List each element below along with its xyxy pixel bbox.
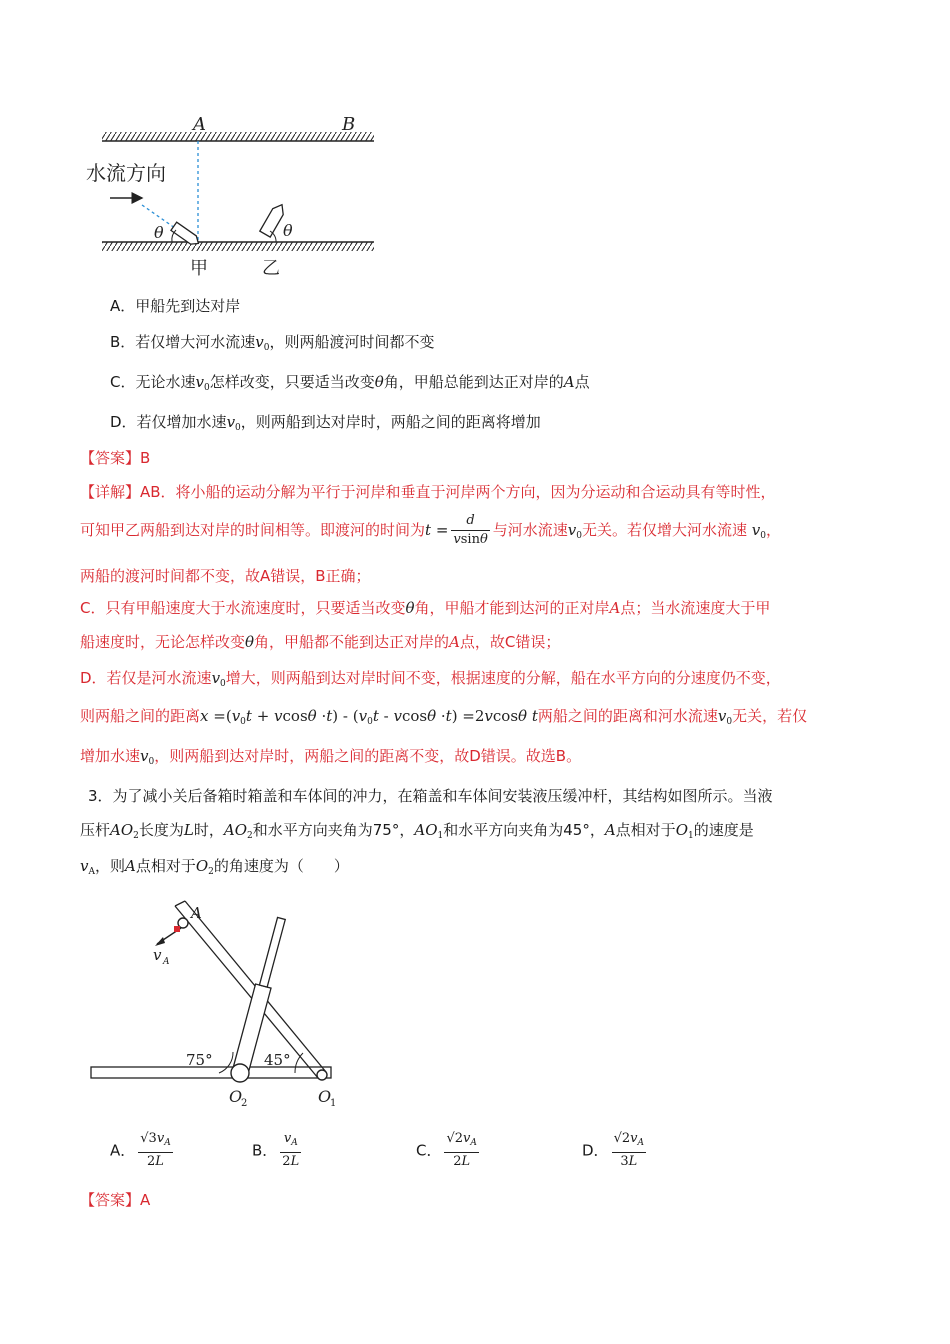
detail-line-4: C．只有甲船速度大于水流速度时，只要适当改变θ角，甲船才能到达河的正对岸A点；当水流速度大于甲	[80, 599, 771, 617]
option-a: A．甲船先到达对岸	[110, 297, 241, 315]
joint-O2	[231, 1064, 249, 1082]
bottom-bank	[102, 242, 374, 251]
label-B: B	[342, 114, 356, 135]
theta-right: θ	[283, 221, 293, 240]
svg-text:A: A	[163, 957, 170, 967]
q3-option-b: B． $\frac{v_A}{2L}$	[252, 1131, 300, 1169]
hydraulic-strut-figure	[85, 890, 345, 1120]
angle-45: 45°	[264, 1051, 291, 1069]
theta-left: θ	[154, 223, 164, 242]
q3-option-c: C． $\frac{√2v_A}{2L}$	[416, 1131, 477, 1169]
answer-q2: 【答案】B	[80, 449, 151, 467]
q3-option-a: A． $\frac{√3v_A}{2L}$	[110, 1131, 171, 1169]
river-crossing-figure	[80, 110, 390, 285]
flow-direction-label: 水流方向	[86, 161, 166, 185]
q3-option-d: D． $\frac{√2v_A}{3L}$	[582, 1131, 644, 1169]
angle-75: 75°	[186, 1051, 213, 1069]
q3-line-3: $v_A$，则A点相对于$O_2$的角速度为（ ）	[80, 857, 349, 877]
top-bank	[102, 132, 374, 141]
q3-line-2: 压杆$AO_2$长度为L时，$AO_2$和水平方向夹角为75°，$AO_1$和水平方向夹角为45°，A点相对于$O_1$的速度是	[80, 821, 754, 841]
fig2-label-vA: v	[153, 946, 162, 964]
svg-text:2: 2	[241, 1098, 248, 1109]
q3-line-1: 3．为了减小关后备箱时箱盖和车体间的冲力，在箱盖和车体间安装液压缓冲杆，其结构如图所示。当液	[88, 787, 773, 805]
option-d: D．若仅增加水速$v_0$，则两船到达对岸时，两船之间的距离将增加	[110, 413, 541, 433]
label-A: A	[193, 114, 206, 135]
detail-line-2: 可知甲乙两船到达对岸的时间相等。即渡河的时间为t = $\frac{d}{vsin\theta}$ 与河水流速$v_0$无关。若仅增大河水流速 $v_0$，	[80, 513, 782, 547]
boat-label-jia: 甲	[190, 258, 208, 279]
label-O2: O	[229, 1087, 243, 1106]
detail-line-8: 增加水速$v_0$，则两船到达对岸时，两船之间的距离不变，故D错误。故选B。	[80, 747, 582, 767]
answer-q3: 【答案】A	[80, 1191, 151, 1209]
detail-line-1: 【详解】AB．将小船的运动分解为平行于河岸和垂直于河岸两个方向，因为分运动和合运动具有等时性，	[80, 483, 776, 501]
boat-label-yi: 乙	[262, 258, 280, 279]
fig2-label-A: A	[191, 904, 202, 922]
label-O1: O	[318, 1087, 332, 1106]
option-c: C．无论水速$v_0$怎样改变，只要适当改变θ角，甲船总能到达正对岸的A点	[110, 373, 590, 393]
joint-O1	[317, 1070, 327, 1080]
detail-line-3: 两船的渡河时间都不变，故A错误，B正确；	[80, 567, 371, 585]
detail-line-5: 船速度时，无论怎样改变θ角，甲船都不能到达正对岸的A点，故C错误；	[80, 633, 561, 651]
svg-text:1: 1	[330, 1098, 337, 1109]
detail-line-6: D．若仅是河水流速$v_0$增大，则两船到达对岸时间不变，根据速度的分解，船在水平方向的分速度仍不变，	[80, 669, 781, 689]
option-b: B．若仅增大河水流速$v_0$，则两船渡河时间都不变	[110, 333, 435, 353]
detail-line-7: 则两船之间的距离$x =(v_0t + vcos\theta \cdot t) - (v_0t - vcos\theta \cdot t) =2vcos\theta$ t两船之间的距离和河水流速$v_0$无关，若仅	[80, 707, 808, 727]
